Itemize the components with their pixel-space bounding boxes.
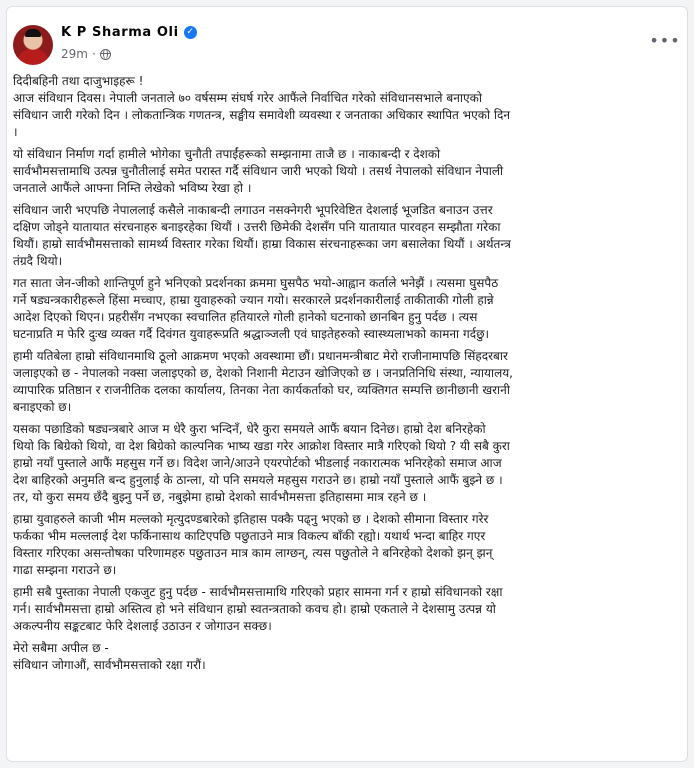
post-paragraph xyxy=(13,511,679,579)
avatar-cap-shape xyxy=(25,29,41,37)
post-text-line: दक्षिण जोड्ने यातायात संरचनाहरु बनाइरहेका थियौं । उत्तरी छिमेकी देशसँग पनि यातायात पारवहन सम्झौता गरेका xyxy=(13,220,501,234)
post-text-line: सार्वभौमसत्तामाथि उत्पन्न चुनौतीलाई समेत परास्त गर्दै संविधान जारी भएको थियो । तसर्थ नेपालको संविधान नेपाली xyxy=(13,164,504,178)
post-text-line: आज संविधान दिवस। नेपाली जनताले ७० वर्षसम्म संघर्ष गरेर आफैंले निर्वाचित गरेको संविधानसभाले बनाएको xyxy=(13,91,482,105)
post-text-line: जनताले आफैंले आफ्ना निम्ति लेखेको भविष्य रेखा हो । xyxy=(13,181,252,195)
post-paragraph xyxy=(13,146,679,197)
post-paragraph xyxy=(13,421,679,506)
post-text-line: संविधान जारी गरेको दिन । लोकतान्त्रिक गणतन्त्र, सङ्घीय समावेशी व्यवस्था र जनताका अधिकार स्थापित भएको दिन xyxy=(13,108,511,122)
post-timestamp[interactable]: 29m xyxy=(61,47,88,61)
post-text-line: गर्न। सार्वभौमसत्ता हाम्रो अस्तित्व हो भने संविधान हाम्रो स्वतन्त्रताको कवच हो। हाम्रो एकताले ने देशसामु उत्पन्न यो xyxy=(13,602,496,616)
post-text-line: गत साता जेन-जीको शान्तिपूर्ण हुने भनिएको प्रदर्शनका क्रममा घुसपैठ भयो-आह्वान कर्ताले भनेझैं । त्यसमा घुसपैठ xyxy=(13,276,499,290)
post-text-line: बनाइएको छ। xyxy=(13,400,72,414)
post-text-line: फर्कका भीम मल्ललाई देश फर्किनासाथ काटिएपछि पछुताउने मात्र विकल्प बाँकी रह्यो। यथार्थ भन्दा बाहिर गएर xyxy=(13,529,486,543)
post-text-line: संविधान जारी भएपछि नेपाललाई कसैले नाकाबन्दी लगाउन नसक्नेगरी भूपरिवेष्टित देशलाई भूजडित बनाउन उत्तर xyxy=(13,203,493,217)
post-text-line: दिदीबहिनी तथा दाजुभाइहरू ! xyxy=(13,74,144,88)
author-avatar[interactable] xyxy=(13,25,53,65)
globe-icon[interactable] xyxy=(100,49,111,60)
post-body xyxy=(13,73,679,679)
post-text-line: हामी सबै पुस्ताका नेपाली एकजुट हुनु पर्दछ - सार्वभौमसत्तामाथि गरिएको प्रहार सामना गर्न र हाम्रो संविधानको रक्षा xyxy=(13,585,503,599)
post-text-line: तंग्रदै थियो। xyxy=(13,254,63,268)
post-paragraph xyxy=(13,584,679,635)
author-row xyxy=(61,25,197,40)
post-text-line: आदेश दिएको थिएन। प्रहरीसँग नभएका स्वचालित हतियारले गोली हानेको घटनाको छानबिन हुनु पर्दछ । त्यस xyxy=(13,310,478,324)
post-text-line: घटनाप्रति म फेरि दुःख व्यक्त गर्दै दिवंगत युवाहरूप्रति श्रद्धाञ्जली एवं घाइतेहरुको स्वास्थ्यलाभको कामना गर्दछु। xyxy=(13,327,490,341)
post-text-line: अकल्पनीय सङ्कटबाट फेरि देशलाई उठाउन र जोगाउन सक्छ। xyxy=(13,619,272,633)
more-options-button[interactable] xyxy=(651,31,679,51)
post-text-line: मेरो सबैमा अपील छ - xyxy=(13,641,109,655)
post-text-line: संविधान जोगाऔं, सार्वभौमसत्ताको रक्षा गरौं। xyxy=(13,658,206,672)
post-text-line: थियो कि बिग्रेको थियो, वा देश बिग्रेको काल्पनिक भाष्य खडा गरेर आक्रोश विस्तार मात्रै गरिएको थियो ? यी सबै कुरा xyxy=(13,439,510,453)
post-header xyxy=(7,7,687,69)
post-text-line: तर, यो कुरा समय छँदै बुझ्नु पर्ने छ, नबुझेमा हाम्रो देशको सार्वभौमसत्ता इतिहासमा मात्र रहने छ । xyxy=(13,490,427,504)
verified-badge-icon: ✓ xyxy=(184,26,197,39)
post-text-line: देश बाहिरको अनुमति बन्द हुनुलाई के ठान्ला, यो पनि समयले महसुस गराउने छ। हाम्रो नयाँ पुस्ताले आफैं बुझ्ने छ । xyxy=(13,473,503,487)
post-text-line: हाम्रा युवाहरुले काजी भीम मल्लको मृत्युदण्डबारेको इतिहास पक्कै पढ्नु भएको छ । देशको सीमाना विस्तार गरेर xyxy=(13,512,489,526)
post-text-line: हाम्रो नयाँ पुस्ताले आफैं महसुस गर्ने छ। विदेश जाने/आउने एयरपोर्टको भीडलाई नकारात्मक भनिरहेको समाज आज xyxy=(13,456,502,470)
post-text-line: यसका पछाडिको षड्यन्त्रबारे आज म धेरै कुरा भन्दिनँ, धेरै कुरा समयले आफैं बयान दिनेछ। हाम्रो देश बनिरहेको xyxy=(13,422,486,436)
post-text-line: विस्तार गरिएका असन्तोषका परिणामहरु पछुताउन मात्र काम लाग्छन्, त्यस पछुतोले ने बनिरहेको देशको झन् झन् xyxy=(13,546,493,560)
post-meta xyxy=(61,47,111,61)
post-text-line: थियौं। हाम्रो सार्वभौमसत्ताको सामर्थ्य विस्तार गरेका थियौं। हाम्रा विकास संरचनाहरूका जग बसालेका थियौं । अर्थतन्त्र xyxy=(13,237,511,251)
post-paragraph xyxy=(13,348,679,416)
more-horizontal-icon: ••• xyxy=(649,31,681,50)
post-text-line: व्यापारिक प्रतिष्ठान र राजनीतिक दलका कार्यालय, तिनका नेता कार्यकर्ताको घर, व्यक्तिगत सम्पत्ति छानीछानी खरानी xyxy=(13,383,510,397)
post-text-line: यो संविधान निर्माण गर्दा हामीले भोगेका चुनौती तपाईंहरूको सम्झनामा ताजै छ । नाकाबन्दी र देशको xyxy=(13,147,441,161)
author-name[interactable]: K P Sharma Oli xyxy=(61,25,179,40)
post-text-line: । xyxy=(13,125,18,139)
meta-separator: · xyxy=(91,47,96,61)
post-paragraph xyxy=(13,73,679,141)
post-text-line: जलाइएको छ - नेपालको नक्सा जलाइएको छ, देशको निशानी मेटाउन खोजिएको छ । जनप्रतिनिधि संस्था, न्यायालय, xyxy=(13,366,513,380)
post-paragraph xyxy=(13,202,679,270)
facebook-post xyxy=(6,6,688,762)
post-paragraph xyxy=(13,640,679,674)
post-paragraph xyxy=(13,275,679,343)
post-text-line: हामी यतिबेला हाम्रो संविधानमाथि ठूलो आक्रमण भएको अवस्थामा छौं। प्रधानमन्त्रीबाट मेरो राजीनामापछि सिंहदरबार xyxy=(13,349,508,363)
post-text-line: गर्ने षड्यन्त्रकारीहरूले हिंसा मच्चाए, हाम्रा युवाहरुको ज्यान गयो। सरकारले प्रदर्शनकारीलाई ताकीताकी गोली हान्ने xyxy=(13,293,494,307)
post-text-line: गाढा सम्झना गराउने छ। xyxy=(13,563,117,577)
